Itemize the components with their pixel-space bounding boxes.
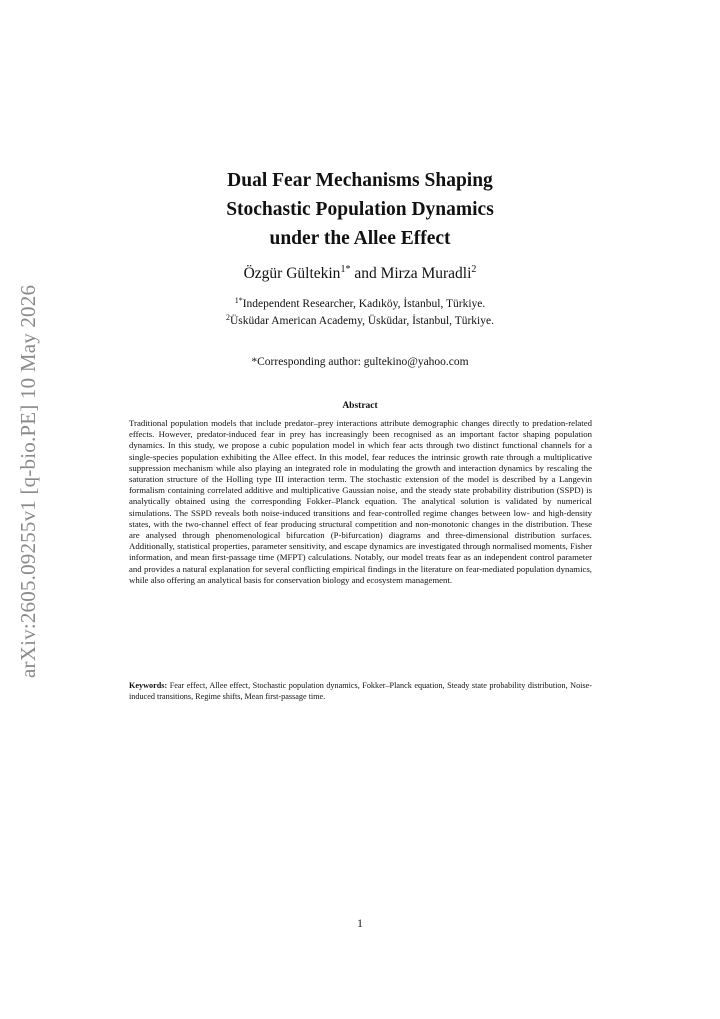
title-line-2: Stochastic Population Dynamics: [226, 199, 494, 220]
author-name-1: Özgür Gültekin: [243, 265, 341, 282]
arxiv-identifier: arXiv:2605.09255v1 [q-bio.PE] 10 May 2026: [16, 284, 40, 678]
title-line-3: under the Allee Effect: [269, 228, 451, 249]
title-line-1: Dual Fear Mechanisms Shaping: [227, 170, 493, 191]
author-mark-1: 1*: [340, 264, 351, 275]
keywords-label: Keywords:: [129, 681, 168, 690]
abstract-body: Traditional population models that include predator–prey interactions attribute demographic changes directly to predation-related effects. However, predator-induced fear in prey has increasingly been recognised as an important factor shaping population dynamics. In this study, we propose a cubic population model in which fear acts through two distinct functional channels for a single-species population exhibiting the Allee effect. In this model, fear reduces the intrinsic growth rate through a multiplicative suppression mechanism while also playing an integrated role in modulating the growth and interaction dynamics by rescaling the saturation structure of the Holling type III interaction term. The stochastic extension of the model is described by a Langevin formalism containing correlated additive and multiplicative Gaussian noise, and the steady state probability distribution (SSPD) is analytically obtained using the corresponding Fokker–Planck equation. The analytical solution is validated by numerical simulations. The SSPD reveals both noise-induced transitions and fear-controlled regime changes between low- and high-density states, with the two-channel effect of fear producing structural competition and non-monotonic changes in the distribution. These are analysed through phenomenological bifurcation (P-bifurcation) diagrams and three-dimensional distribution surfaces. Additionally, statistical properties, parameter sensitivity, and escape dynamics are investigated through normalised moments, Fisher information, and mean first-passage time (MFPT) calculations. Notably, our model treats fear as an independent control parameter and provides a natural explanation for several conflicting empirical findings in the literature on fear-mediated population dynamics, while also offering an analytical basis for conservation biology and ecosystem management.: [129, 418, 592, 585]
page-number: 1: [357, 918, 363, 930]
affiliation-2: [130, 310, 590, 329]
author-conjunction: and: [350, 265, 381, 282]
author-name-2: Mirza Muradli: [380, 265, 472, 282]
author-list: [130, 264, 590, 283]
keywords-text: Fear effect, Allee effect, Stochastic population dynamics, Fokker–Planck equation, Steady state probability distribution, Noise-induced transitions, Regime shifts, Mean first-passage time.: [129, 681, 592, 701]
abstract-heading: Abstract: [342, 401, 378, 411]
corresponding-author: *Corresponding author: gultekino@yahoo.com: [251, 356, 469, 368]
keywords: [129, 680, 592, 702]
affiliation-text-1: Independent Researcher, Kadıköy, İstanbul, Türkiye.: [242, 298, 486, 310]
author-mark-2: 2: [471, 264, 477, 275]
paper-title: [130, 166, 590, 253]
affiliation-mark-1: 1*: [234, 296, 243, 305]
affiliation-mark-2: 2: [226, 313, 230, 322]
affiliation-text-2: Üsküdar American Academy, Üsküdar, İstanbul, Türkiye.: [230, 315, 494, 327]
